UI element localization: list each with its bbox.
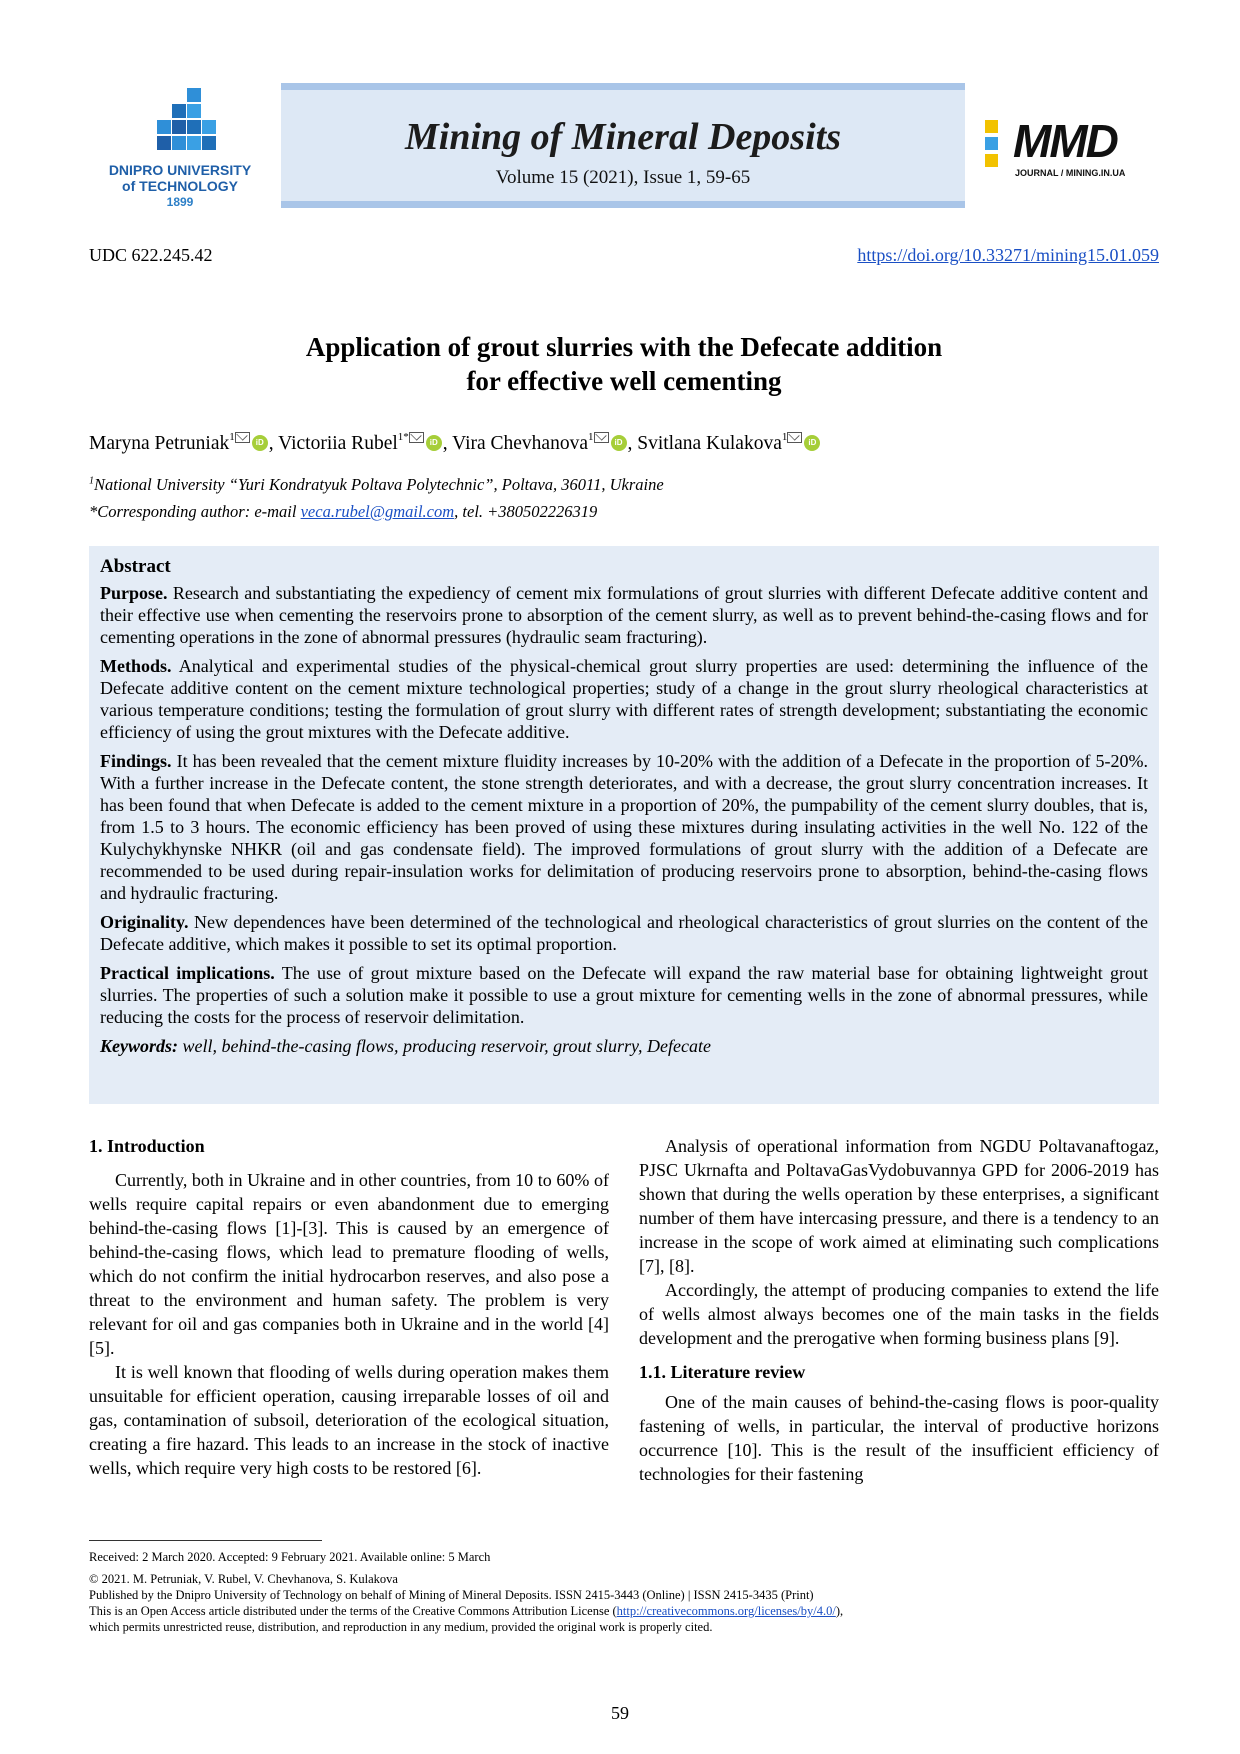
body-paragraph: Analysis of operational information from NGDU Poltavanaftogaz, PJSC Ukrnafta and PoltavaGasVydobuvannya GPD for 2006-2019 has shown that during the wells operation by these enterprises, a significant number of them have intercasing pressure, and there is a tendency to an increase in the scope of work aimed at eliminating such complications [7], [8]. bbox=[639, 1136, 1159, 1276]
section-heading-literature-review: 1.1. Literature review bbox=[639, 1362, 806, 1382]
mmd-logo-text: MMD bbox=[1013, 115, 1117, 167]
university-name-line1: DNIPRO UNIVERSITY bbox=[108, 162, 252, 178]
body-paragraph: Currently, both in Ukraine and in other countries, from 10 to 60% of wells require capital repairs or even abandonment due to emerging behind-the-casing flows [1]-[3]. This is caused by an emergence of behind-the-casing flows, which lead to premature flooding of wells, which do not confirm the initial hydrocarbon reserves, and also pose a threat to the environment and human safety. The problem is very relevant for oil and gas companies both in Ukraine and in the world [4][5]. bbox=[89, 1170, 609, 1358]
footnote-copyright: © 2021. M. Petruniak, V. Rubel, V. Chevhanova, S. Kulakova bbox=[89, 1572, 398, 1586]
orcid-icon[interactable]: iD bbox=[426, 435, 442, 451]
abstract-purpose bbox=[100, 582, 1148, 648]
doi-link[interactable]: https://doi.org/10.33271/mining15.01.059 bbox=[857, 245, 1159, 265]
abstract-originality-label: Originality. bbox=[100, 912, 189, 932]
affiliation-text: National University “Yuri Kondratyuk Poltava Polytechnic”, Poltava, 36011, Ukraine bbox=[94, 475, 664, 494]
author-list: Maryna Petruniak$^1$ iD , Victoriia Rubel$^{1*}$ iD , Vira Chevhanova$^1$ iD , Svitlana Kulakova$^1$ iD bbox=[89, 433, 821, 455]
mmd-logo-blue-square-icon bbox=[985, 137, 998, 150]
author-affiliation-mark: 1* bbox=[397, 431, 409, 443]
email-icon[interactable] bbox=[235, 432, 250, 443]
author-name: Victoriia Rubel bbox=[278, 433, 398, 454]
footnote-license bbox=[89, 1603, 843, 1619]
university-year: 1899 bbox=[166, 195, 194, 209]
author-name: Maryna Petruniak bbox=[89, 433, 230, 454]
paper-title bbox=[89, 330, 1159, 398]
author-name: Svitlana Kulakova bbox=[637, 433, 782, 454]
orcid-icon[interactable]: iD bbox=[804, 435, 820, 451]
body-column-right bbox=[639, 1134, 1159, 1486]
abstract-methods bbox=[100, 655, 1148, 743]
journal-volume: Volume 15 (2021), Issue 1, 59-65 bbox=[495, 167, 751, 188]
paper-title-line2: for effective well cementing bbox=[466, 366, 782, 396]
abstract-keywords-label: Keywords: bbox=[100, 1036, 178, 1056]
email-icon[interactable] bbox=[594, 432, 609, 443]
mmd-logo bbox=[985, 115, 1145, 180]
journal-header bbox=[281, 83, 965, 208]
email-icon[interactable] bbox=[409, 432, 424, 443]
body-paragraph: One of the main causes of behind-the-casing flows is poor-quality fastening of wells, in particular, the interval of productive horizons occurrence [10]. This is the result of the insufficient efficiency of technologies for their fastening bbox=[639, 1392, 1159, 1484]
body-paragraph: Accordingly, the attempt of producing companies to extend the life of wells almost always becomes one of the main tasks in the fields development and the prerogative when forming business plans [9]. bbox=[639, 1280, 1159, 1348]
license-link[interactable]: http://creativecommons.org/licenses/by/4.0/ bbox=[616, 1604, 836, 1618]
corresponding-email-link[interactable]: veca.rubel@gmail.com bbox=[300, 502, 455, 521]
footnote-published: Published by the Dnipro University of Technology on behalf of Mining of Mineral Deposits. ISSN 2415-3443 (Online) | ISSN 2415-3435 (Print) bbox=[89, 1588, 814, 1602]
footnote-received: Received: 2 March 2020. Accepted: 9 February 2021. Available online: 5 March bbox=[89, 1550, 491, 1564]
abstract-heading: Abstract bbox=[100, 556, 171, 577]
affiliation-mark: 1 bbox=[89, 475, 94, 487]
abstract-methods-label: Methods. bbox=[100, 656, 172, 676]
mmd-logo-subtitle: JOURNAL / MINING.IN.UA bbox=[1015, 168, 1126, 178]
body-column-left bbox=[89, 1134, 609, 1480]
footnote-permits: which permits unrestricted reuse, distribution, and reproduction in any medium, provided the original work is properly cited. bbox=[89, 1620, 713, 1634]
abstract-box bbox=[89, 546, 1159, 1104]
orcid-icon[interactable]: iD bbox=[611, 435, 627, 451]
author-name: Vira Chevhanova bbox=[452, 433, 588, 454]
abstract-originality bbox=[100, 911, 1148, 955]
author-affiliation-mark: 1 bbox=[588, 431, 594, 443]
abstract-findings-text: It has been revealed that the cement mixture fluidity increases by 10-20% with the addition of a Defecate in the proportion of 5-20%. With a further increase in the Defecate content, the stone strength deteriorates, and with a decrease, the grout slurry concentration increases. It has been found that when Defecate is added to the cement mixture in a proportion of 20%, the pumpability of the cement slurry doubles, that is, from 1.5 to 3 hours. The economic efficiency has been proved of using these mixtures during insulating activities in the well No. 122 of the Kulychykhynske NHKR (oil and gas condensate field). The improved formulations of grout slurry with the addition of a Defecate are recommended to be used during repair-insulation works for delimitation of producing reservoirs prone to absorption, behind-the-casing flows and hydraulic fracturing. bbox=[100, 751, 1148, 903]
author-affiliation-mark: 1 bbox=[781, 431, 788, 443]
abstract-purpose-text: Research and substantiating the expediency of cement mix formulations of grout slurries with different Defecate additive content and their effective use when cementing the reservoirs prone to absorption of the cement slurry, as well as to prevent behind-the-casing flows and for cementing operations in the zone of abnormal pressures (hydraulic seam fracturing). bbox=[100, 583, 1148, 647]
journal-title: Mining of Mineral Deposits bbox=[404, 116, 842, 158]
abstract-keywords bbox=[100, 1035, 1148, 1057]
abstract-originality-text: New dependences have been determined of the technological and rheological characteristics of grout slurries on the content of the Defecate additive, which makes it possible to set its optimal proportion. bbox=[100, 912, 1148, 954]
mmd-logo-yellow-square-icon bbox=[985, 120, 998, 133]
abstract-practical-text: The use of grout mixture based on the Defecate will expand the raw material base for obtaining lightweight grout slurries. The properties of such a solution make it possible to use a grout mixture for cementing wells in the zone of abnormal pressures, while reducing the costs for the process of reservoir delimitation. bbox=[100, 963, 1148, 1027]
page-number: 59 bbox=[611, 1703, 629, 1723]
abstract-practical-label: Practical implications. bbox=[100, 963, 275, 983]
footnote-divider bbox=[89, 1540, 322, 1541]
body-paragraph: It is well known that flooding of wells during operation makes them unsuitable for efficient operation, causing irreparable losses of oil and gas, contamination of subsoil, deterioration of the ecological situation, creating a fire hazard. This leads to an increase in the stock of inactive wells, which require very high costs to be restored [6]. bbox=[89, 1362, 609, 1478]
affiliation bbox=[89, 475, 664, 495]
university-logo-bars-icon bbox=[157, 88, 217, 150]
email-icon[interactable] bbox=[787, 432, 802, 443]
orcid-icon[interactable]: iD bbox=[252, 435, 268, 451]
abstract-findings-label: Findings. bbox=[100, 751, 172, 771]
footnote-license-suffix: ), bbox=[835, 1604, 844, 1618]
university-logo bbox=[100, 88, 260, 208]
mmd-logo-yellow-square-icon bbox=[985, 154, 998, 167]
corresponding-suffix: , tel. +380502226319 bbox=[454, 502, 598, 521]
footnote-license-prefix: This is an Open Access article distributed under the terms of the Creative Commons Attribution License ( bbox=[89, 1604, 617, 1618]
abstract-methods-text: Analytical and experimental studies of the physical-chemical grout slurry properties are used: determining the influence of the Defecate additive content on the cement mixture technological properties; study of a change in the grout slurry rheological characteristics at various temperature conditions; testing the formulation of grout slurry with different rates of strength development; substantiating the economic efficiency of using the grout mixtures with the Defecate additive. bbox=[100, 656, 1148, 742]
abstract-keywords-text: well, behind-the-casing flows, producing reservoir, grout slurry, Defecate bbox=[178, 1036, 711, 1056]
abstract-findings bbox=[100, 750, 1148, 904]
paper-title-line1: Application of grout slurries with the Defecate addition bbox=[305, 332, 943, 362]
section-heading-introduction: 1. Introduction bbox=[89, 1136, 205, 1156]
author-affiliation-mark: 1 bbox=[229, 431, 235, 443]
corresponding-author bbox=[89, 502, 597, 522]
udc-code: UDC 622.245.42 bbox=[89, 245, 213, 265]
corresponding-prefix: *Corresponding author: e-mail bbox=[89, 502, 301, 521]
abstract-practical bbox=[100, 962, 1148, 1028]
university-name-line2: of TECHNOLOGY bbox=[122, 178, 238, 194]
abstract-purpose-label: Purpose. bbox=[100, 583, 168, 603]
